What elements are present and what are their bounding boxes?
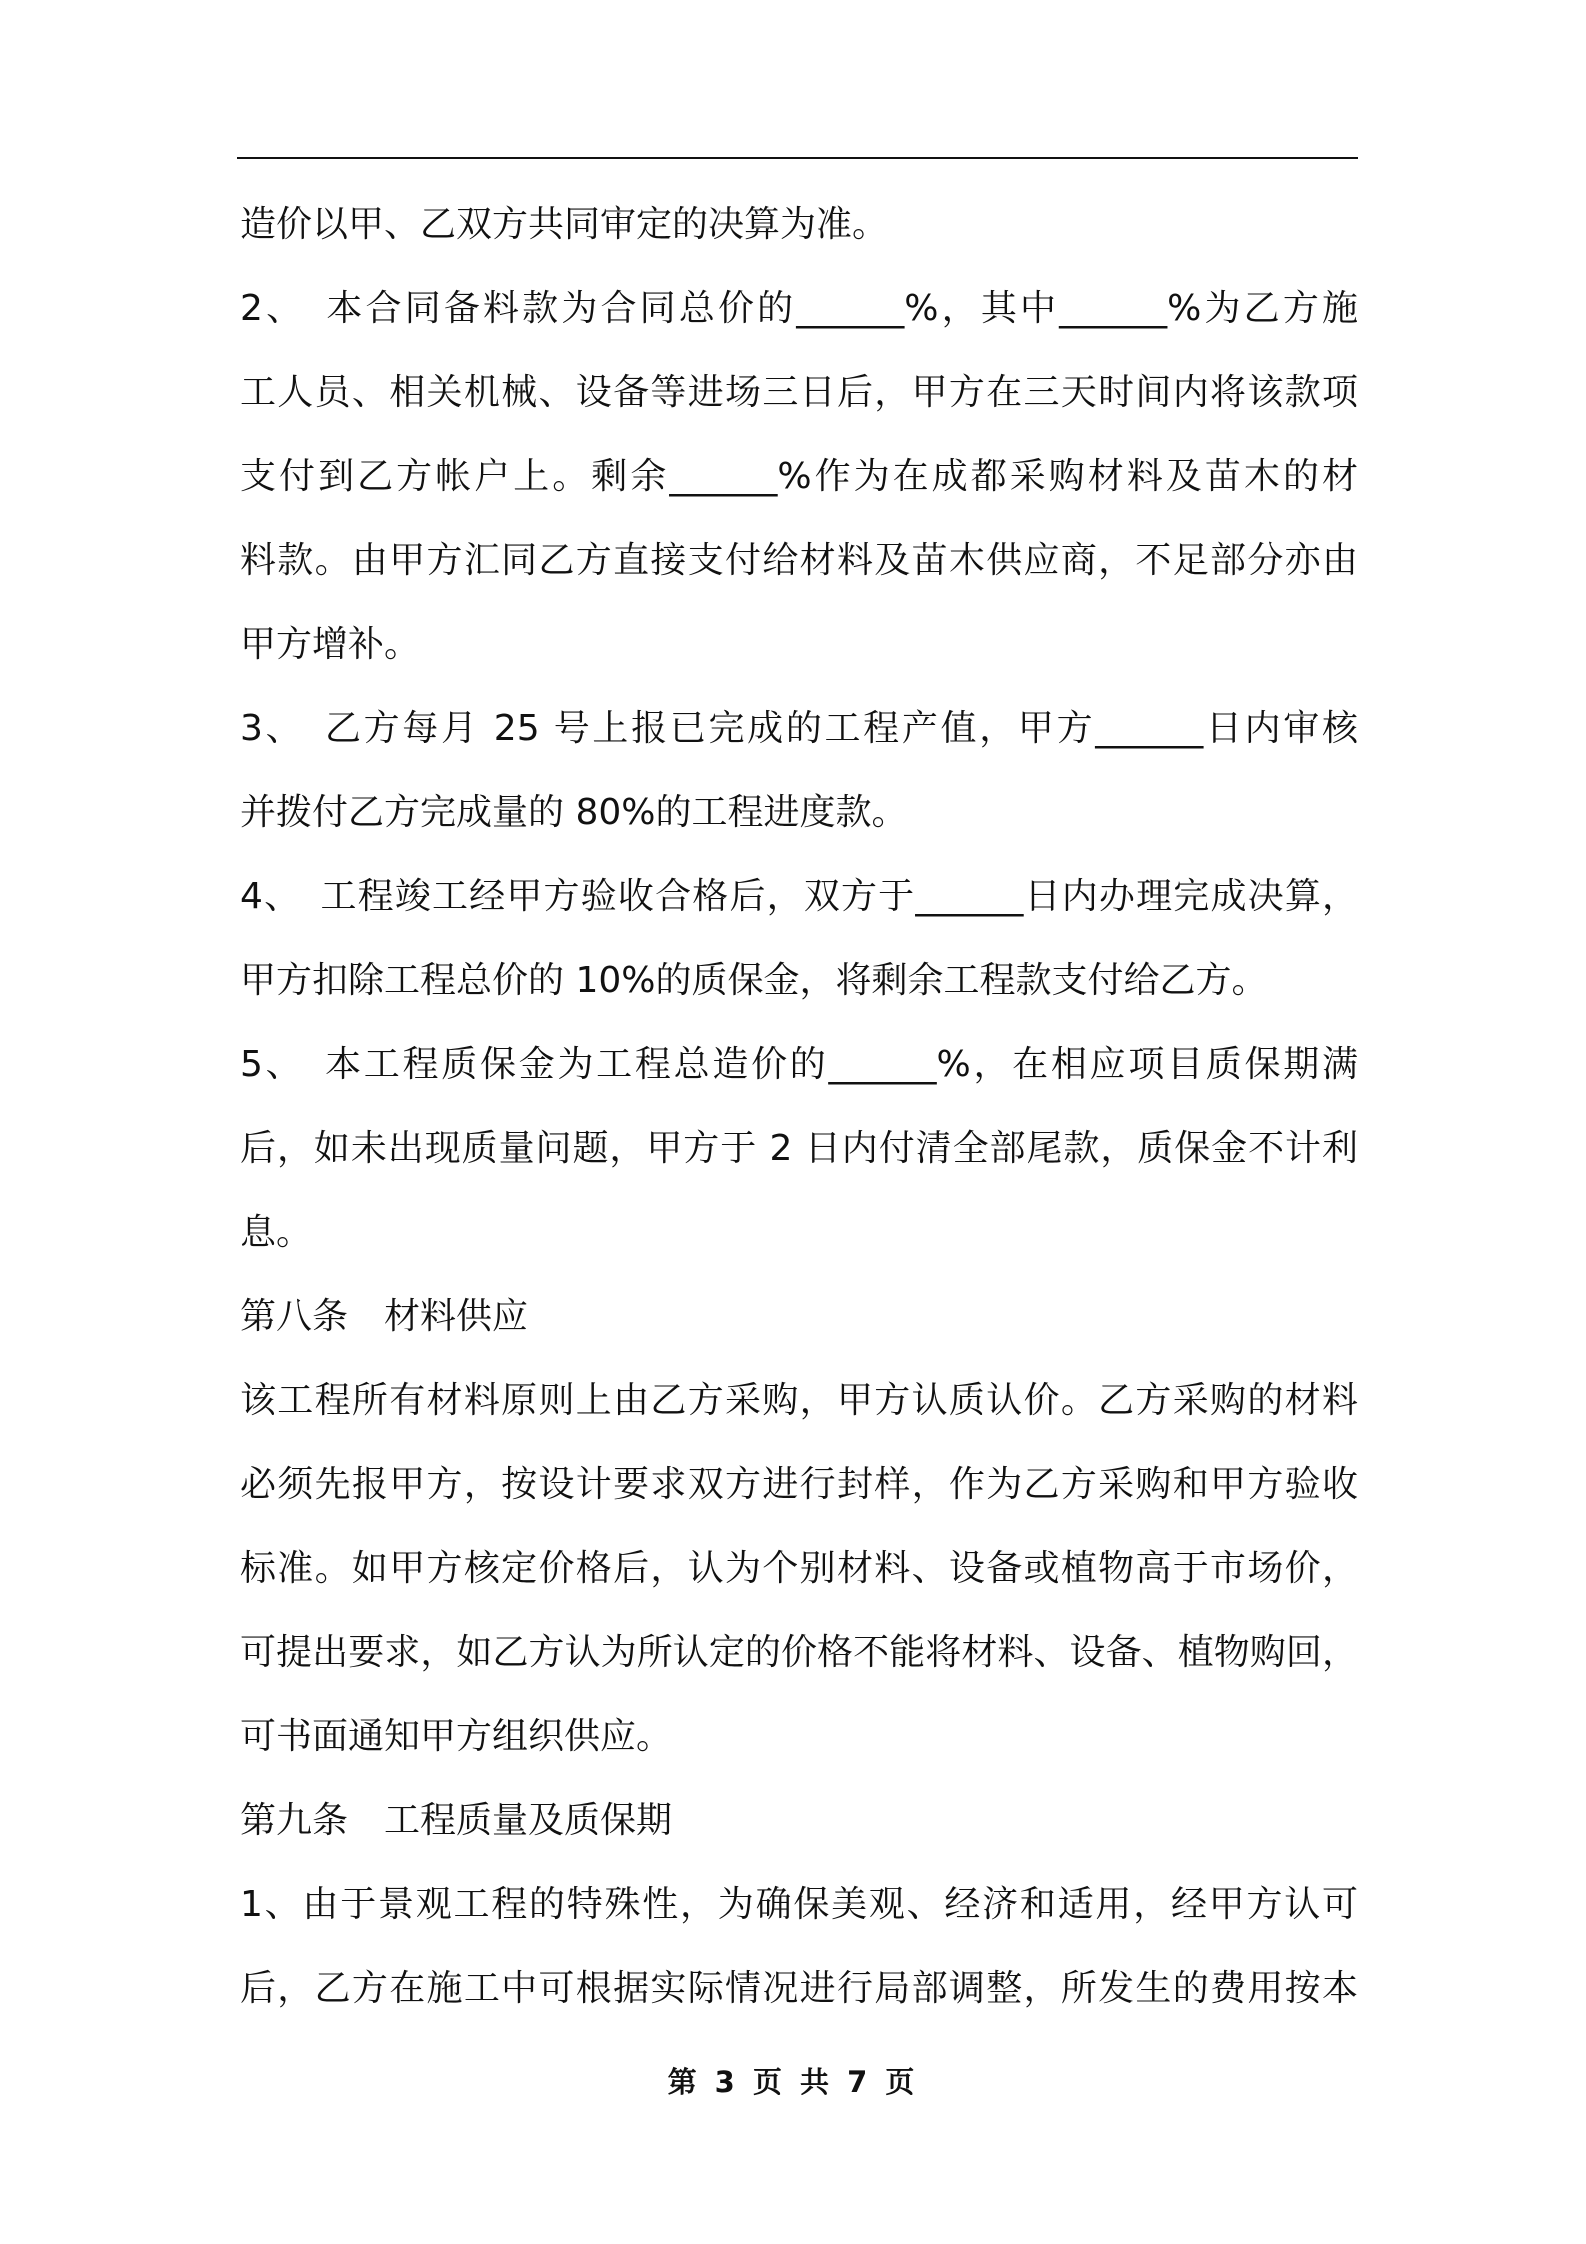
text-line: 1、由于景观工程的特殊性，为确保美观、经济和适用，经甲方认可 — [240, 1884, 1358, 1925]
text-line: 2、 本合同备料款为合同总价的______%，其中______%为乙方施 — [240, 288, 1358, 329]
text-line: 工人员、相关机械、设备等进场三日后，甲方在三天时间内将该款项 — [240, 372, 1358, 413]
text-line: 后，如未出现质量问题，甲方于 2 日内付清全部尾款，质保金不计利 — [240, 1128, 1358, 1169]
text-line: 息。 — [240, 1212, 313, 1253]
document-body — [240, 183, 1358, 2031]
text-line: 标准。如甲方核定价格后，认为个别材料、设备或植物高于市场价， — [240, 1548, 1358, 1589]
text-line: 可书面通知甲方组织供应。 — [240, 1716, 673, 1757]
text-line: 支付到乙方帐户上。剩余______%作为在成都采购材料及苗木的材 — [240, 456, 1358, 497]
text-line: 可提出要求，如乙方认为所认定的价格不能将材料、设备、植物购回， — [240, 1632, 1358, 1673]
text-line: 5、 本工程质保金为工程总造价的______%，在相应项目质保期满 — [240, 1044, 1358, 1085]
text-line: 造价以甲、乙双方共同审定的决算为准。 — [240, 204, 889, 245]
text-line: 3、 乙方每月 25 号上报已完成的工程产值，甲方______日内审核 — [240, 708, 1358, 749]
section-heading: 第九条 工程质量及质保期 — [240, 1800, 673, 1841]
text-line: 并拨付乙方完成量的 80%的工程进度款。 — [240, 792, 908, 833]
header-rule — [237, 157, 1358, 159]
section-heading: 第八条 材料供应 — [240, 1296, 529, 1337]
page-number-footer: 第 3 页 共 7 页 — [667, 2065, 919, 2099]
text-line: 甲方扣除工程总价的 10%的质保金，将剩余工程款支付给乙方。 — [240, 960, 1268, 1001]
text-line: 该工程所有材料原则上由乙方采购，甲方认质认价。乙方采购的材料 — [240, 1380, 1358, 1421]
text-line: 料款。由甲方汇同乙方直接支付给材料及苗木供应商，不足部分亦由 — [240, 540, 1358, 581]
text-line: 4、 工程竣工经甲方验收合格后，双方于______日内办理完成决算， — [240, 876, 1358, 917]
text-line: 甲方增补。 — [240, 624, 421, 665]
text-line: 必须先报甲方，按设计要求双方进行封样，作为乙方采购和甲方验收 — [240, 1464, 1358, 1505]
text-line: 后，乙方在施工中可根据实际情况进行局部调整，所发生的费用按本 — [240, 1968, 1358, 2009]
